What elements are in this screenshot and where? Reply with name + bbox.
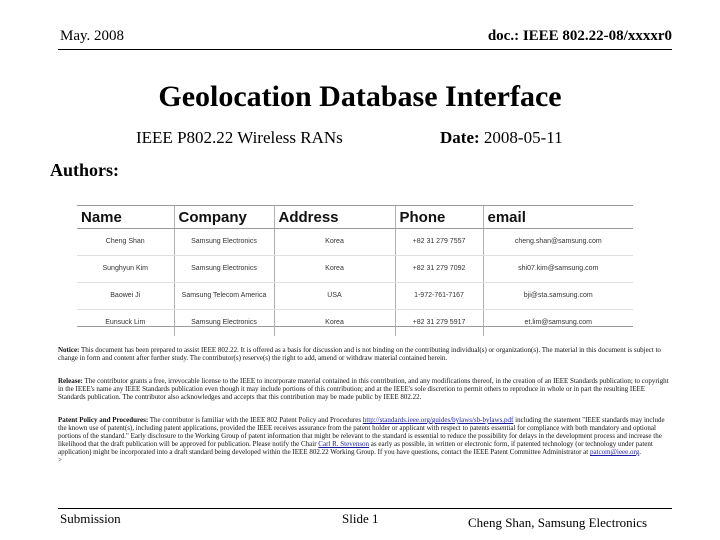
- cell-phone: 1-972-761-7167: [395, 283, 483, 310]
- cell-name: Cheng Shan: [77, 229, 174, 256]
- patent-text-3: as early as possible, in written or electronic form, if patented technology (or technology under patent application) might be incorporated into a draft standard being developed within the IEEE 802.22 Working Group. If you have questions, contact the IEEE Patent Committee Administrator at: [58, 440, 653, 456]
- cell-name: Sunghyun Kim: [77, 256, 174, 283]
- table-row: [77, 283, 633, 310]
- patent-paragraph: [58, 416, 670, 456]
- col-header-phone: Phone: [395, 206, 483, 229]
- subtitle-group: IEEE P802.22 Wireless RANs: [136, 128, 343, 147]
- table-row: [77, 229, 633, 256]
- cell-phone: +82 31 279 7557: [395, 229, 483, 256]
- cell-company: Samsung Telecom America: [174, 283, 274, 310]
- patent-text-2: including the statement "IEEE standards may include the known use of patent(s), including patent applications, provided the IEEE receives assurance from the patent holder or applicant with respect to patents essential for compliance with both mandatory and optional portions of the standard." Early disclosure to the Working Group of patent information that might be relevant to the standard is essential to reduce the possibility for delays in the development process and increase the likelihood that the draft publication will be approved for publication. Please notify the Chair: [58, 416, 665, 448]
- col-header-address: Address: [274, 206, 395, 229]
- cell-address: Korea: [274, 310, 395, 337]
- cell-phone: +82 31 279 7092: [395, 256, 483, 283]
- col-header-email: email: [483, 206, 633, 229]
- subtitle-date-value: 2008-05-11: [483, 128, 563, 147]
- cell-name: Eunsuck Lim: [77, 310, 174, 337]
- notice-block: [58, 346, 670, 464]
- cell-address: Korea: [274, 229, 395, 256]
- patent-end: .: [639, 448, 641, 456]
- chair-link[interactable]: Carl R. Stevenson: [318, 440, 370, 448]
- cell-phone: +82 31 279 5917: [395, 310, 483, 337]
- cell-company: Samsung Electronics: [174, 256, 274, 283]
- release-text: The contributor grants a free, irrevocable license to the IEEE to incorporate material contained in this contribution, and any modifications thereof, in the creation of an IEEE Standards publication; to copyright in the IEEE's name any IEEE Standards publication even though it may include portions of this contribution; and at the IEEE's sole discretion to permit others to reproduce in whole or in part the resulting IEEE Standards publication. The contributor also acknowledges and accepts that this contribution may be made public by IEEE 802.22.: [58, 377, 669, 401]
- header-date: May. 2008: [60, 28, 125, 44]
- table-header-row: [77, 206, 633, 229]
- col-header-name: Name: [77, 206, 174, 229]
- patcom-email-link[interactable]: patcom@ieee.org: [589, 448, 640, 456]
- footer-author: Cheng Shan, Samsung Electronics: [468, 515, 648, 530]
- footer-slide-number: Slide 1: [342, 511, 379, 526]
- slide-title: Geolocation Database Interface: [158, 80, 562, 113]
- authors-table: [77, 205, 633, 327]
- trailing-marker: >: [58, 456, 62, 464]
- header-doc-id: doc.: IEEE 802.22-08/xxxxr0: [487, 28, 672, 44]
- release-paragraph: [58, 377, 670, 401]
- cell-name: Baowei Ji: [77, 283, 174, 310]
- header-rule: [58, 49, 672, 50]
- notice-text: This document has been prepared to assist IEEE 802.22. It is offered as a basis for discussion and is not binding on the contributing individual(s) or organization(s). The material in this document is subject to change in form and content after further study. The contributor(s) reserve(s) the right to add, amend or withdraw material contained herein.: [58, 346, 661, 362]
- patent-label: Patent Policy and Procedures:: [58, 416, 149, 424]
- col-header-company: Company: [174, 206, 274, 229]
- cell-address: Korea: [274, 256, 395, 283]
- cell-email: cheng.shan@samsung.com: [483, 229, 633, 256]
- table-row: [77, 310, 633, 337]
- cell-email: shi07.kim@samsung.com: [483, 256, 633, 283]
- footer-submission: Submission: [60, 511, 121, 526]
- release-label: Release:: [58, 377, 83, 385]
- patent-text-1: The contributor is familiar with the IEEE 802 Patent Policy and Procedures: [149, 416, 362, 424]
- cell-email: bji@sta.samsung.com: [483, 283, 633, 310]
- authors-label: Authors:: [50, 160, 120, 180]
- subtitle-date-label: Date:: [440, 128, 480, 147]
- subtitle-date: [440, 128, 563, 148]
- table-row: [77, 256, 633, 283]
- cell-address: USA: [274, 283, 395, 310]
- cell-email: et.lim@samsung.com: [524, 319, 592, 326]
- cell-company: Samsung Electronics: [174, 229, 274, 256]
- notice-paragraph: [58, 346, 670, 362]
- cell-company: Samsung Electronics: [174, 310, 274, 337]
- footer-rule: [58, 508, 672, 509]
- patent-policy-link[interactable]: http://standards.ieee.org/guides/bylaws/sb-bylaws.pdf: [362, 416, 514, 424]
- notice-label: Notice:: [58, 346, 80, 354]
